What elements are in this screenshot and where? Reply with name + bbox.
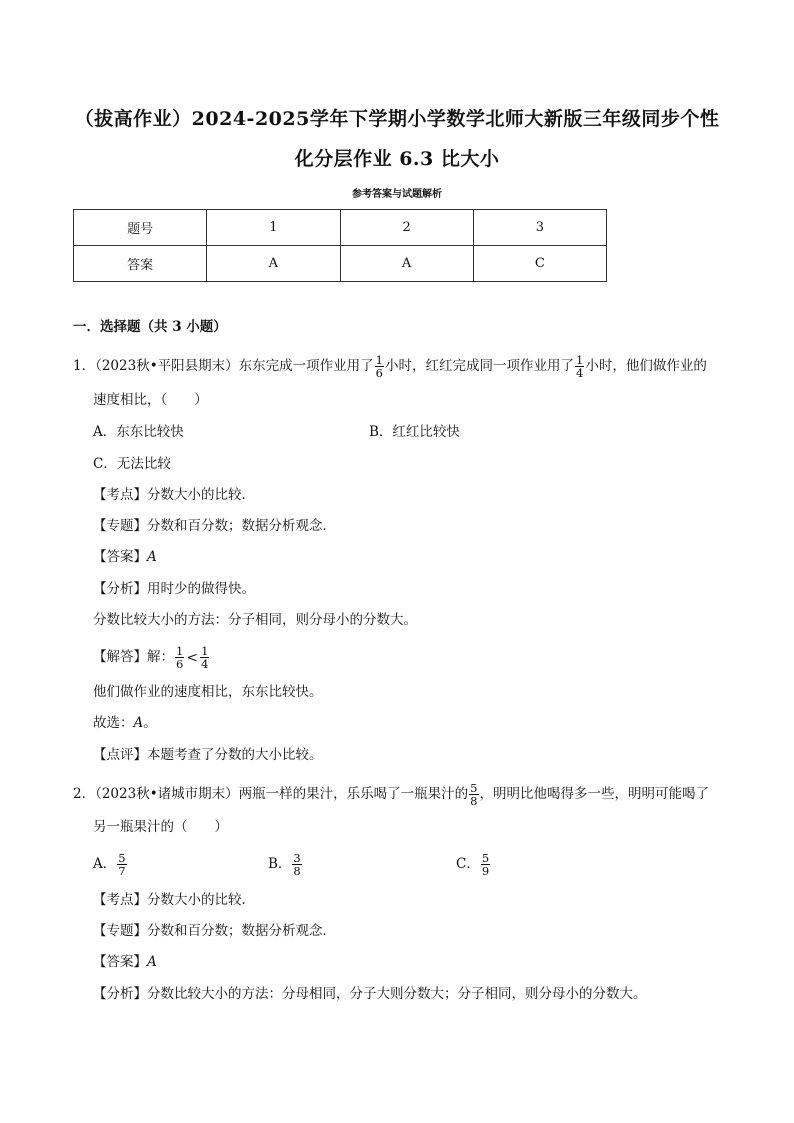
option-label: A． (93, 856, 117, 872)
q1-choice (93, 714, 157, 732)
tag-label: 【考点】 (93, 487, 147, 503)
fraction-numerator: 1 (176, 644, 184, 658)
q1-kaodian (93, 486, 255, 504)
document-title-line2: 化分层作业 6.3 比大小 (294, 148, 500, 170)
fraction-numerator: 1 (201, 644, 209, 658)
q2-stem-part-b: ，明明比他喝得多一些，明明可能喝了 (479, 786, 709, 802)
fraction (575, 354, 584, 379)
fraction-denominator: 8 (293, 864, 301, 878)
tag-label: 【分析】 (93, 986, 147, 1002)
tag-text: 分数比较大小的方法：分母相同，分子大则分数大；分子相同，则分母小的分数大。 (147, 986, 647, 1002)
table-cell: 3 (473, 210, 606, 246)
fraction-denominator: 4 (576, 366, 584, 380)
choice-suffix: 。 (143, 715, 157, 731)
q1-stem-part-c: 小时，他们做作业的 (585, 358, 707, 374)
q1-jieda (93, 645, 210, 670)
q1-stem-line2: 速度相比，（ ） (93, 392, 208, 408)
tag-label: 【答案】 (93, 549, 147, 565)
fraction (375, 354, 384, 379)
tag-label: 【考点】 (93, 892, 147, 908)
document-subtitle: 参考答案与试题解析 (352, 189, 442, 200)
tag-text: 分数和百分数；数据分析观念． (147, 518, 336, 534)
tag-label: 【专题】 (93, 518, 147, 534)
q1-conclusion: 他们做作业的速度相比，东东比较快。 (93, 684, 323, 700)
q1-dianping (93, 746, 323, 764)
tag-label: 【点评】 (93, 747, 147, 763)
q1-fenxi (93, 580, 255, 598)
fraction-numerator: 5 (118, 851, 126, 865)
q2-option-a (93, 852, 128, 877)
q1-daan (93, 548, 157, 566)
option-label: C． (456, 856, 480, 872)
answer-table (73, 209, 607, 282)
tag-text: A (147, 954, 157, 970)
table-cell: 答案 (74, 246, 207, 282)
q2-kaodian (93, 891, 255, 909)
table-cell: A (207, 246, 340, 282)
table-cell: A (340, 246, 473, 282)
table-row (74, 246, 607, 282)
q1-stem-part-b: 小时，红红完成同一项作业用了 (385, 358, 574, 374)
table-row (74, 210, 607, 246)
fraction (117, 852, 126, 877)
tag-text: 本题考查了分数的大小比较。 (147, 747, 323, 763)
tag-text: 解： (147, 649, 174, 665)
fraction-numerator: 5 (470, 781, 478, 795)
q2-daan (93, 953, 157, 971)
tag-text: A (147, 549, 157, 565)
table-cell: C (473, 246, 606, 282)
fraction-denominator: 4 (201, 657, 209, 671)
q1-stem-part-a: 1．（2023秋•平阳县期末）东东完成一项作业用了 (73, 358, 374, 374)
q2-zhuanti (93, 922, 336, 940)
fraction-denominator: 7 (118, 864, 126, 878)
choice-letter: A (133, 715, 144, 731)
fraction (481, 852, 490, 877)
tag-text: 分数大小的比较． (147, 892, 255, 908)
fraction (200, 645, 209, 670)
q2-stem-line2: 另一瓶果汁的（ ） (93, 819, 228, 835)
q1-zhuanti (93, 517, 336, 535)
tag-text: 用时少的做得快。 (147, 581, 255, 597)
q2-stem (73, 782, 709, 807)
document-title-line1: （拔高作业）2024-2025学年下学期小学数学北师大新版三年级同步个性 (74, 108, 720, 130)
fraction (292, 852, 301, 877)
fraction-numerator: 3 (293, 851, 301, 865)
fraction-numerator: 1 (576, 353, 584, 367)
section-heading: 一．选择题（共 3 小题） (73, 319, 227, 335)
q1-option-c: C．无法比较 (93, 456, 171, 472)
option-label: B． (268, 856, 292, 872)
fraction-numerator: 5 (481, 851, 490, 865)
q2-fenxi (93, 985, 647, 1003)
choice-prefix: 故选： (93, 715, 134, 731)
table-cell: 1 (207, 210, 340, 246)
q1-stem (73, 354, 707, 379)
fraction-denominator: 6 (176, 657, 184, 671)
less-than-sign: < (186, 649, 199, 666)
tag-label: 【答案】 (93, 954, 147, 970)
q2-option-b (268, 852, 303, 877)
tag-text: 分数和百分数；数据分析观念． (147, 923, 336, 939)
table-cell: 题号 (74, 210, 207, 246)
q2-stem-part-a: 2．（2023秋•诸城市期末）两瓶一样的果汁，乐乐喝了一瓶果汁的 (73, 786, 469, 802)
q1-method: 分数比较大小的方法：分子相同，则分母小的分数大。 (93, 612, 417, 628)
q2-option-c (456, 852, 491, 877)
fraction-denominator: 6 (375, 366, 383, 380)
table-cell: 2 (340, 210, 473, 246)
q1-option-b: B．红红比较快 (369, 424, 460, 440)
fraction-numerator: 1 (375, 353, 383, 367)
q1-option-a: A．东东比较快 (93, 424, 184, 440)
fraction-denominator: 9 (481, 864, 490, 878)
fraction-denominator: 8 (470, 794, 478, 808)
tag-label: 【解答】 (93, 649, 147, 665)
tag-label: 【专题】 (93, 923, 147, 939)
tag-text: 分数大小的比较． (147, 487, 255, 503)
fraction (469, 782, 478, 807)
tag-label: 【分析】 (93, 581, 147, 597)
fraction (175, 645, 184, 670)
